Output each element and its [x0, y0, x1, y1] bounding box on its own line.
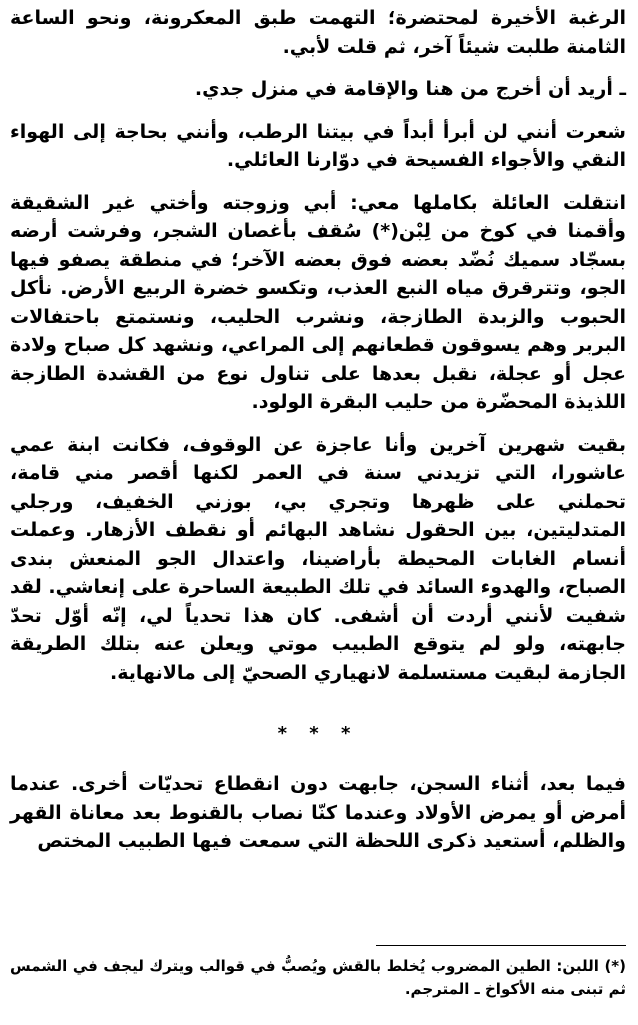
footnote-rule: [376, 945, 626, 946]
paragraph-5: بقيت شهرين آخرين وأنا عاجزة عن الوقوف، فكانت ابنة عمي عاشورا، التي تزيدني سنة في العمر لكنها أقصر مني قامة، تحملني على ظهرها وتجري بي، بوزني الخفيف، ورجلي المتدليتين، بين الحقول نشاهد البهائم أو نقطف الأزهار. وعملت أنسام الغابات المحيطة بأراضينا، واعتدال الجو المنعش بندى الصباح، والهدوء السائد في تلك الطبيعة الساحرة على إنعاشي. لقد شفيت لأنني أردت أن أشفى. كان هذا تحدياً لي، إنّه أوّل تحدّ جابهته، ولو لم يتوقع الطبيب موتي ويعلن عنه بتلك الطريقة الجازمة لبقيت مستسلمة لانهياري الصحيّ إلى مالانهاية.: [10, 433, 626, 684]
paragraph-3: شعرت أنني لن أبرأ أبداً في بيتنا الرطب، وأنني بحاجة إلى الهواء النقي والأجواء الفسيحة في دوّارنا العائلي.: [10, 120, 626, 171]
footnote: (*) اللبن: الطين المضروب يُخلط بالقش ويُصبُّ في قوالب ويترك ليجف في الشمس ثم تبنى منه الأكواخ ـ المترجم.: [10, 957, 626, 998]
paragraph-6: فيما بعد، أثناء السجن، جابهت دون انقطاع تحديّات أخرى. عندما أمرض أو يمرض الأولاد وعندما كنّا نصاب بالقنوط بعد معاناة القهر والظلم، أستعيد ذكرى اللحظة التي سمعت فيها الطبيب المختص: [10, 773, 626, 852]
paragraph-2: ـ أريد أن أخرج من هنا والإقامة في منزل جدي.: [194, 78, 626, 100]
section-separator: * * *: [277, 723, 359, 744]
paragraph-1: الرغبة الأخيرة لمحتضرة؛ التهمت طبق المعكرونة، ونحو الساعة الثامنة طلبت شيئاً آخر، ثم قلت لأبي.: [10, 7, 626, 58]
paragraph-4: انتقلت العائلة بكاملها معي: أبي وزوجته وأختي غير الشقيقة وأقمنا في كوخ من لِبْن(*) سُقف بأغصان الشجر، وفرشت أرضه بسجّاد سميك نُضّد بعضه فوق بعضه الآخر؛ في منطقة يصفو فيها الجو، وتترقرق مياه النبع العذب، وتكسو خضرة الربيع الأرض. نأكل الحبوب والزبدة الطازجة، ونشرب الحليب، ونستمتع باحتفالات البربر وهم يسوقون قطعانهم إلى المراعي، ونشهد كل صباح ولادة عجل أو عجلة، نقبل بعدها على تناول نوع من القشدة الطازجة اللذيذة المحضّرة من حليب البقرة الولود.: [10, 191, 626, 413]
